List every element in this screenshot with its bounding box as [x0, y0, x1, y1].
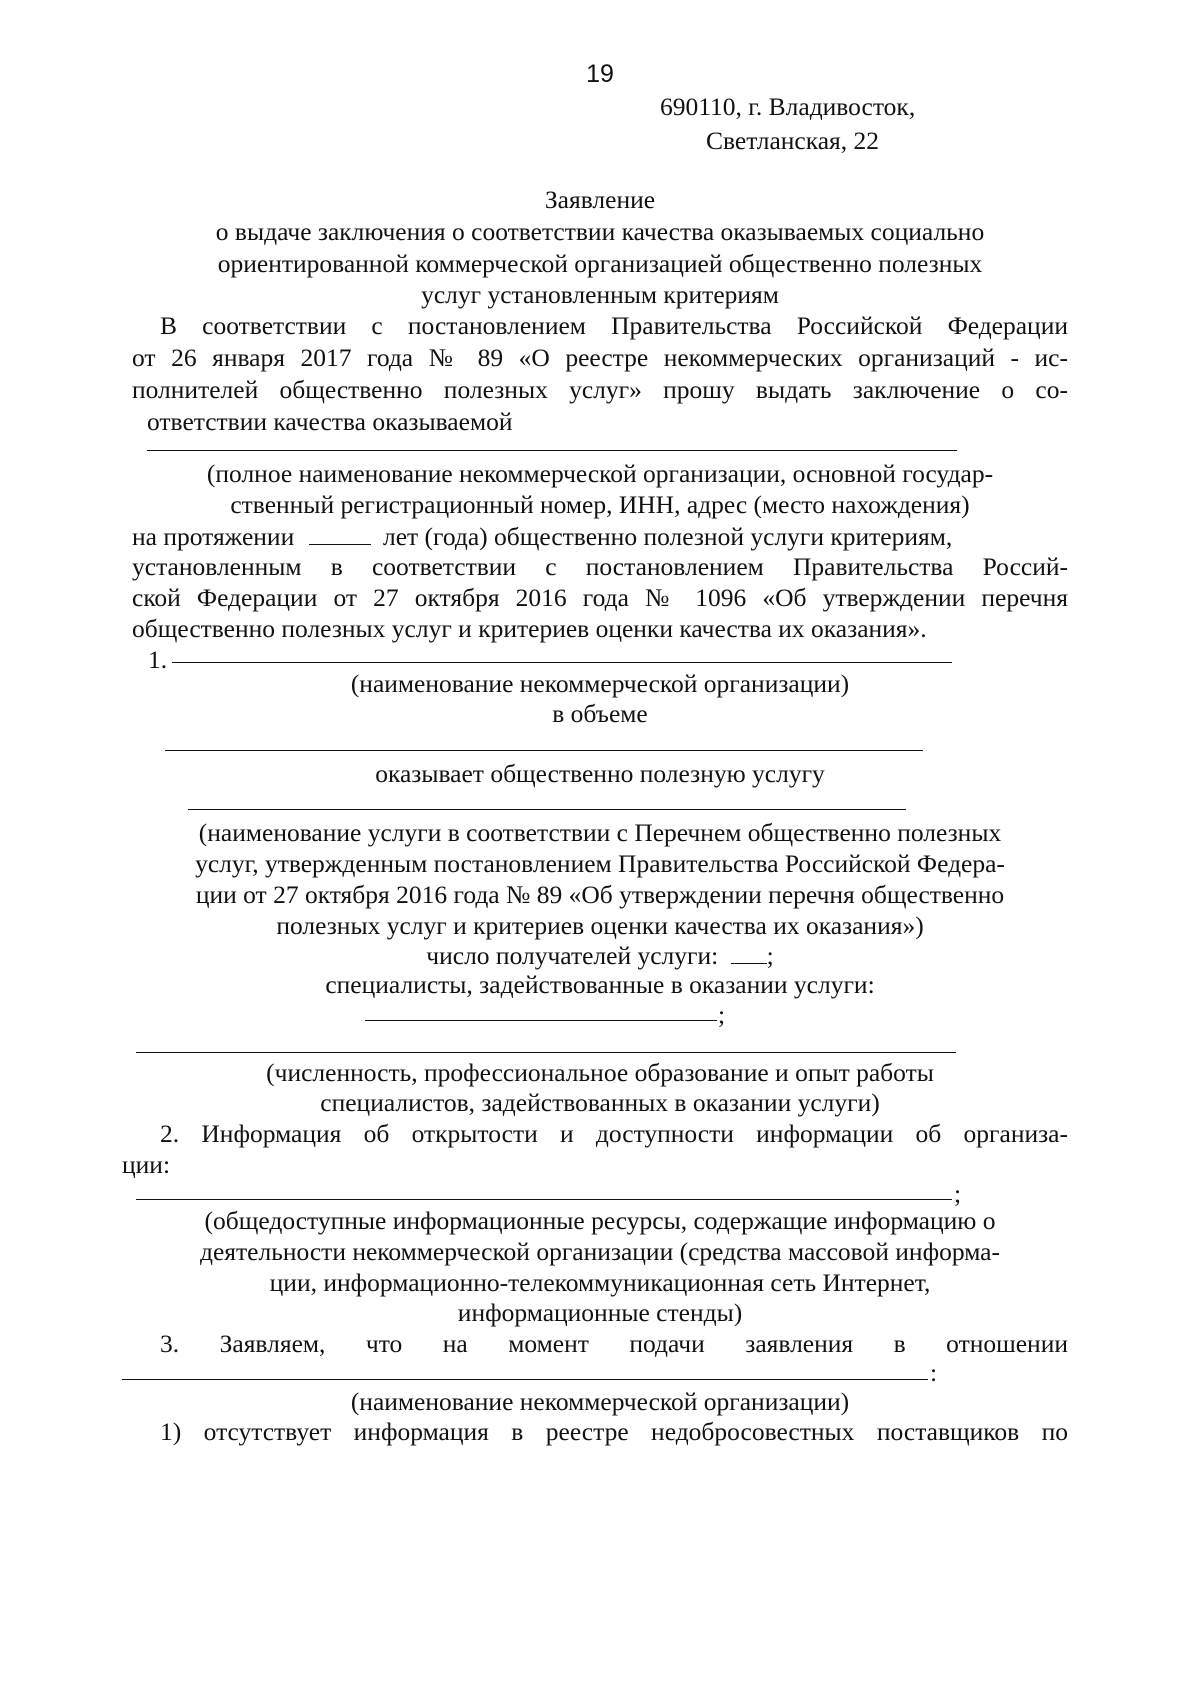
item-3-sub-1: 1) отсутствует информация в реестре недобросовестных поставщиков по — [160, 1417, 1068, 1446]
hint-service-line-4: полезных услуг и критериев оценки качества их оказания») — [276, 911, 924, 940]
specialists-details-field[interactable] — [136, 1052, 956, 1053]
recipients-count-field[interactable] — [731, 937, 767, 964]
document-title: Заявление — [544, 185, 656, 214]
item-3-colon: : — [930, 1358, 938, 1387]
hint-full-name-line-1: (полное наименование некоммерческой организации, основной государ- — [206, 459, 994, 488]
hint-item-3-org-name: (наименование некоммерческой организации) — [350, 1387, 850, 1416]
hint-service-line-2: услуг, утвержденным постановлением Правительства Российской Федера- — [195, 849, 1005, 878]
hint-full-name-line-2: ственный регистрационный номер, ИНН, адрес (место нахождения) — [230, 490, 970, 519]
paragraph-2-line-2: установленным в соответствии с постановлением Правительства Россий- — [132, 552, 1068, 581]
item-3-org-name-field[interactable] — [122, 1379, 928, 1380]
hint-org-name: (наименование некоммерческой организации) — [350, 669, 850, 698]
title-line-3: услуг установленным критериям — [421, 280, 779, 309]
paragraph-1-line-4: ответствии качества оказываемой — [147, 407, 513, 436]
paragraph-1-line-3: полнителей общественно полезных услуг» прошу выдать заключение о со- — [132, 375, 1068, 404]
years-field[interactable] — [309, 518, 371, 545]
hint-resources-line-3: ции, информационно-телекоммуникационная сеть Интернет, — [269, 1268, 931, 1297]
service-name-field[interactable] — [188, 809, 906, 810]
info-resources-semicolon: ; — [954, 1179, 962, 1208]
paragraph-2-line-3: ской Федерации от 27 октября 2016 года № 1096 «Об утверждении перечня — [132, 583, 1068, 612]
item-1-org-name-field[interactable] — [172, 662, 952, 663]
hint-resources-line-2: деятельности некоммерческой организации (средства массовой информа- — [199, 1237, 1000, 1266]
item-3-line-1: 3. Заявляем, что на момент подачи заявления в отношении — [160, 1329, 1068, 1358]
page-number: 19 — [586, 60, 614, 88]
hint-resources-line-1: (общедоступные информационные ресурсы, содержащие информацию о — [204, 1206, 996, 1235]
specialists-semicolon: ; — [718, 1000, 726, 1029]
duration-prefix: на протяжении — [132, 522, 295, 551]
hint-specialists-line-1: (численность, профессиональное образование и опыт работы — [266, 1058, 934, 1087]
item-2-line-1: 2. Информация об открытости и доступности информации об организа- — [160, 1119, 1068, 1148]
paragraph-2-line-4: общественно полезных услуг и критериев оценки качества их оказания». — [132, 614, 927, 643]
title-line-1: о выдаче заключения о соответствии качества оказываемых социально — [215, 217, 985, 246]
address-line-1: 690110, г. Владивосток, — [660, 92, 916, 121]
paragraph-1-line-2: от 26 января 2017 года № 89 «О реестре некоммерческих организаций - ис- — [132, 343, 1068, 372]
info-resources-field[interactable] — [136, 1199, 952, 1200]
duration-suffix: лет (года) общественно полезной услуги критериям, — [382, 522, 953, 551]
volume-label: в объеме — [552, 699, 648, 728]
volume-field[interactable] — [165, 750, 923, 751]
item-1-number: 1. — [148, 645, 168, 674]
hint-service-line-3: ции от 27 октября 2016 года № 89 «Об утверждении перечня общественно — [195, 880, 1005, 909]
paragraph-1-line-1: В соответствии с постановлением Правительства Российской Федерации — [160, 311, 1068, 340]
recipients-label: число получателей услуги: — [426, 941, 719, 970]
hint-service-line-1: (наименование услуги в соответствии с Перечнем общественно полезных — [198, 818, 1002, 847]
hint-resources-line-4: информационные стенды) — [457, 1298, 743, 1327]
org-full-name-field[interactable] — [147, 450, 957, 451]
provides-service-label: оказывает общественно полезную услугу — [375, 759, 825, 788]
hint-specialists-line-2: специалистов, задействованных в оказании услуги) — [320, 1088, 880, 1117]
address-line-2: Светланская, 22 — [706, 126, 880, 155]
recipients-semicolon: ; — [766, 941, 774, 970]
title-line-2: ориентированной коммерческой организацией общественно полезных — [217, 249, 983, 278]
item-2-line-2: ции: — [122, 1150, 171, 1179]
specialists-label: специалисты, задействованные в оказании услуги: — [325, 970, 875, 999]
specialists-field[interactable] — [365, 1020, 717, 1021]
